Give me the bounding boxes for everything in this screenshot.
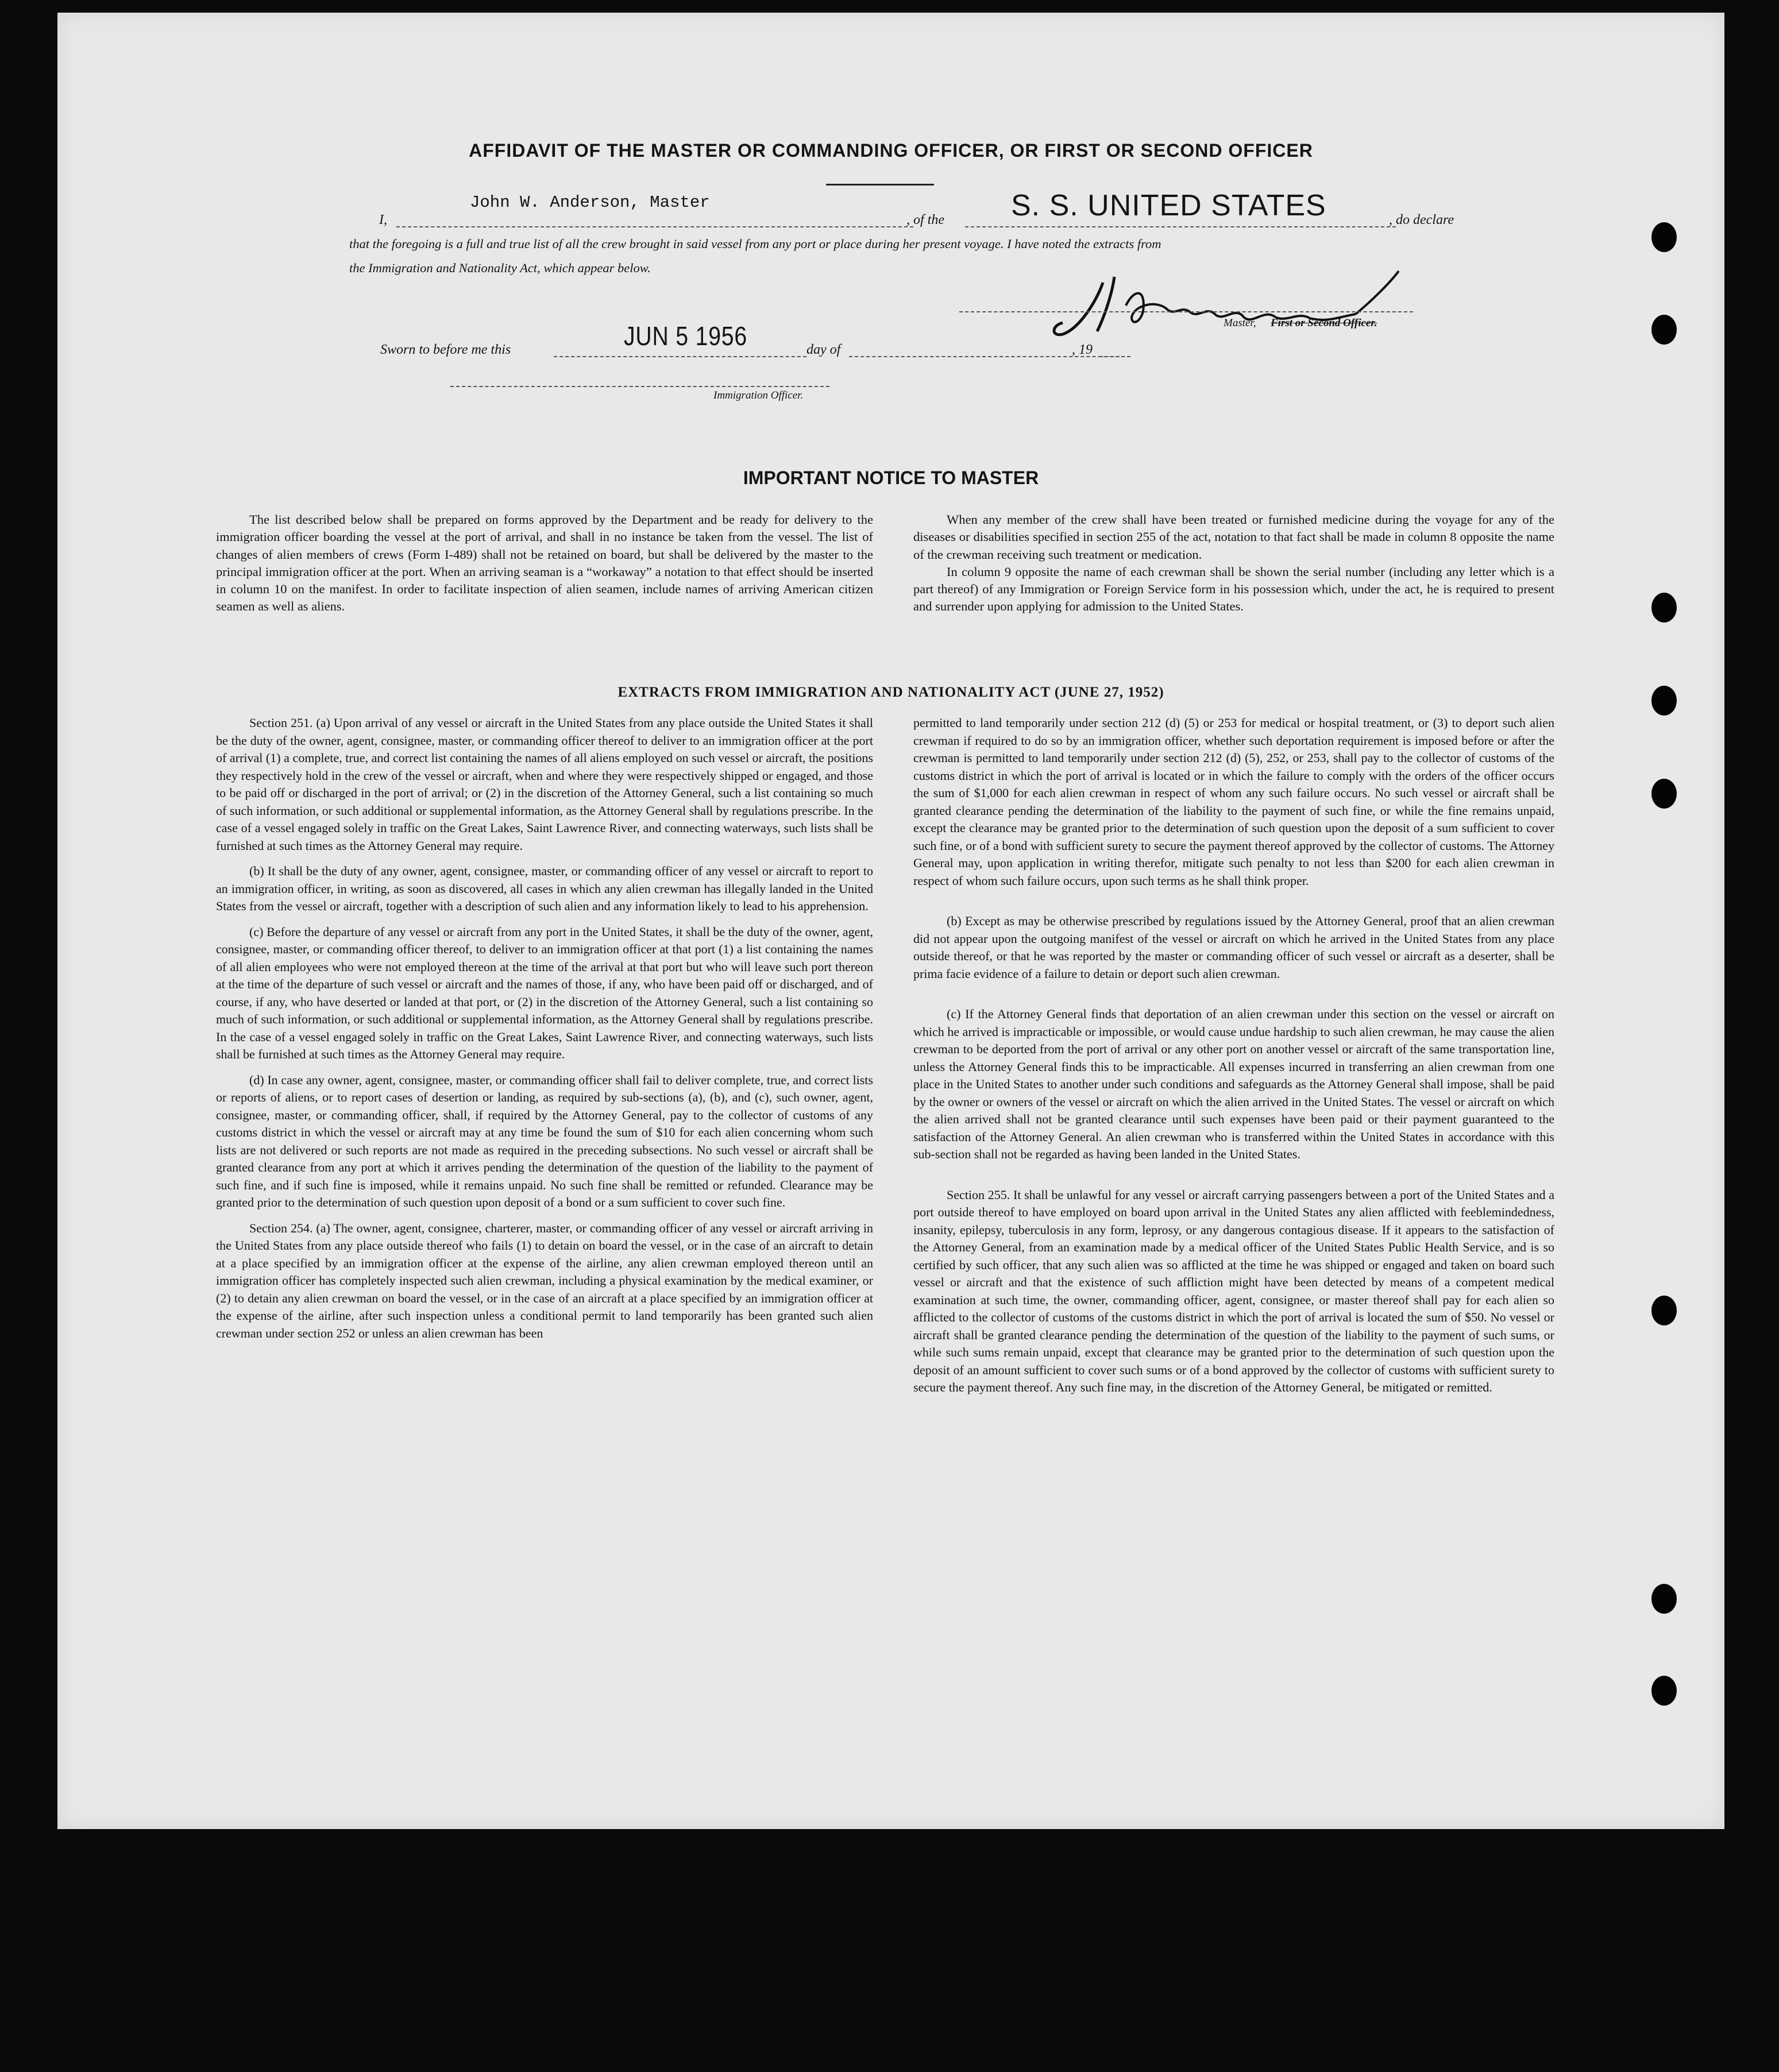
day-of-label: day of (806, 342, 841, 357)
vessel-name-line (965, 226, 1396, 227)
sworn-label: Sworn to before me this (380, 342, 511, 357)
section-251-b: (b) It shall be the duty of any owner, agent, consignee, master, or commanding officer of any vessel or aircraft to report to an immigration officer, in writing, as soon as discovered, all cases in which any alien crewman has illegally landed in the United States from the vessel or aircraft, together with a description of such alien and any information likely to lead to his apprehension. (216, 864, 873, 913)
do-declare-label: , do declare (1389, 212, 1454, 227)
year-label: , 19 (1072, 342, 1093, 357)
section-254-a-cont: permitted to land temporarily under section 212 (d) (5) or 253 for medical or hospital treatment, or (3) to deport such alien crewman if required to do so by an immigration officer, whether such deportation requirement is imposed before or after the crewman is permitted to land temporarily under section 212 (d) (5), 252, or 253, shall pay to the collector of customs of the customs district in which the port of arrival is located or in which the failure to comply with the orders of the officer occurs the sum of $1,000 for each alien crewman in respect of whom any such failure occurs. No such vessel or aircraft shall be granted clearance pending the determination of the liability to the payment of such fine, or while the fine remains unpaid, except the clearance may be granted prior to the determination of such question upon the deposit of a sum sufficient to cover such fine, or of a bond with sufficient surety to secure the payment thereof approved by the collector of customs. The Attorney General may, upon application in writing therefor, mitigate such penalty to not less than $200 for each alien crewman in respect of whom such failure occurs, upon such terms as he shall think proper. (913, 716, 1554, 888)
notice-title: IMPORTANT NOTICE TO MASTER (743, 467, 1039, 488)
i-label: I, (379, 212, 387, 227)
binder-hole-icon (1651, 779, 1677, 809)
extracts-right-column (913, 714, 1554, 1397)
section-254-c: (c) If the Attorney General finds that deportation of an alien crewman under this section on the vessel or aircraft on which he arrived is impracticable or impossible, or would cause undue hardship to such alien crewman, he may cause the alien crewman to be deported from the port of arrival or any other port on another vessel or aircraft of the same transportation line, unless the Attorney General finds this to be impracticable. All expenses incurred in transferring an alien crewman from one place in the United States to another under such conditions and safeguards as the Attorney General shall impose, shall be paid by the owner or owners of the vessel or aircraft on which the alien arrived in the United States. The vessel or aircraft on which the alien arrived shall not be granted clearance until such expenses have been paid or their payment guaranteed to the satisfaction of the Attorney General. An alien crewman who is transferred within the United States in accordance with this sub-section shall not be regarded as having been landed in the United States. (913, 1007, 1554, 1161)
notice-right-column (913, 511, 1554, 616)
notice-right-paragraph-1: When any member of the crew shall have been treated or furnished medicine during the voyage for any of the diseases or disabilities specified in section 255 of the act, notation to that fact shall be made in column 8 opposite the name of the crewman receiving such treatment or medication. (913, 512, 1554, 562)
binder-hole-icon (1651, 315, 1677, 345)
signature-line (959, 311, 1413, 312)
sworn-year-line (1099, 356, 1130, 357)
notice-left-column (216, 511, 873, 616)
declaration-line-2: the Immigration and Nationality Act, which appear below. (349, 261, 651, 275)
binder-hole-icon (1651, 593, 1677, 623)
section-251-c: (c) Before the departure of any vessel or aircraft from any port in the United States, it shall be the duty of the owner, agent, consignee, master, or commanding officer thereof, to deliver to an immigration officer at that port (1) a list containing the names of all alien employees who were not employed thereon at the time of the arrival at that port but who will leave such port thereon at the time of the departure of such vessel or aircraft and the names of those, if any, who have been paid off or discharged, and of course, if any, who have deserted or landed at that port, or (2) in the discretion of the Attorney General, such a list containing so much of such information, or such additional or supplemental information, as the Attorney General shall by regulations prescribe. In the case of a vessel engaged solely in traffic on the Great Lakes, Saint Lawrence River, and connecting waterways, such lists shall be furnished at such times as the Attorney General may require. (216, 924, 873, 1061)
sworn-day-line (554, 356, 806, 357)
vessel-name: S. S. UNITED STATES (1011, 189, 1326, 222)
binder-hole-icon (1651, 1584, 1677, 1614)
master-name: John W. Anderson, Master (470, 193, 710, 212)
section-251-a: Section 251. (a) Upon arrival of any vessel or aircraft in the United States from any place outside the United States it shall be the duty of the owner, agent, consignee, master, or commanding officer thereof to deliver to an immigration officer at the port of arrival (1) a complete, true, and correct list containing the names of all aliens employed on such vessel or aircraft, the positions they respectively hold in the crew of the vessel or aircraft, when and where they were respectively shipped or engaged, and those to be paid off or discharged in the port of arrival; or (2) in the discretion of the Attorney General, such a list containing so much of such information, or such additional or supplemental information, as the Attorney General shall by regulations prescribe. In the case of a vessel engaged solely in traffic on the Great Lakes, Saint Lawrence River, and connecting waterways, such lists shall be furnished at such times as the Attorney General may require. (216, 716, 873, 853)
sworn-date-stamp: JUN 5 1956 (624, 321, 747, 351)
title-underline (826, 184, 934, 185)
extracts-title: EXTRACTS FROM IMMIGRATION AND NATIONALITY ACT (JUNE 27, 1952) (618, 685, 1164, 700)
notice-left-paragraph: The list described below shall be prepared on forms approved by the Department and be ready for delivery to the immigration officer boarding the vessel at the port of arrival, and shall in no instance be taken from the vessel. The list of changes of alien members of crews (Form I-489) shall not be retained on board, but shall be delivered by the master to the principal immigration officer at the port. When an arriving seaman is a “workaway” a notation to that effect should be inserted in column 10 on the manifest. In order to facilitate inspection of alien seamen, include names of arriving American citizen seamen as well as aliens. (216, 512, 873, 614)
binder-hole-icon (1651, 222, 1677, 252)
notice-right-paragraph-2: In column 9 opposite the name of each crewman shall be shown the serial number (including any letter which is a part thereof) of any Immigration or Foreign Service form in his possession which, under the act, he is required to present and surrender upon applying for admission to the United States. (913, 564, 1554, 614)
master-caption: Master, (1224, 317, 1256, 329)
section-255: Section 255. It shall be unlawful for any vessel or aircraft carrying passengers between a port of the United States and a port outside thereof to have employed on board upon arrival in the United States any alien afflicted with feeblemindedness, insanity, epilepsy, tuberculosis in any form, leprosy, or any dangerous contagious disease. If it appears to the satisfaction of the Attorney General, from an examination made by a medical officer of the United States Public Health Service, and is so certified by such officer, that any such alien was so afflicted at the time he was shipped or engaged and taken on board such vessel or aircraft and that the existence of such affliction might have been detected by means of a competent medical examination at such time, the owner, commanding officer, agent, consignee, or master thereof shall pay for each alien so afflicted to the collector of customs of the customs district in which the port of arrival is located the sum of $50. No vessel or aircraft shall be granted clearance pending the determination of the question of the liability to the payment of such sums, or while such sums remain unpaid, except that clearance may be granted prior to the determination of such question upon the deposit of an amount sufficient to cover such sums or of a bond approved by the collector of customs with sufficient surety to secure the payment thereof. Any such fine may, in the discretion of the Attorney General, be mitigated or remitted. (913, 1187, 1554, 1394)
affidavit-title: AFFIDAVIT OF THE MASTER OR COMMANDING OFFICER, OR FIRST OR SECOND OFFICER (469, 140, 1313, 161)
section-254-b: (b) Except as may be otherwise prescribed by regulations issued by the Attorney General, proof that an alien crewman did not appear upon the outgoing manifest of the vessel or aircraft on which he arrived in the United States from any place outside thereof, or that he was reported by the master or commanding officer of such vessel or aircraft as a deserter, shall be prima facie evidence of a failure to detain or deport such alien crewman. (913, 914, 1554, 981)
section-251-d: (d) In case any owner, agent, consignee, master, or commanding officer shall fail to deliver complete, true, and correct lists or reports of aliens, or to report cases of desertion or landing, as required by sub-sections (a), (b), and (c), such owner, agent, consignee, master, or commanding officer, shall, if required by the Attorney General, pay to the collector of customs of any customs district in which the vessel or aircraft may at any time be found the sum of $10 for each alien concerning whom such lists are not delivered or such reports are not made as required in the preceding subsections. No such vessel or aircraft shall be granted clearance from any port at which it arrives pending the determination of the question of the liability to the payment of such fine, and if such fine is imposed, while it remains unpaid. No such fine shall be remitted or refunded. Clearance may be granted prior to the determination of such question upon deposit of a bond or a sum sufficient to cover such fine. (216, 1072, 873, 1209)
master-name-line (396, 226, 913, 227)
immigration-officer-line (450, 386, 829, 387)
master-signature-icon (1017, 265, 1419, 346)
immigration-officer-label: Immigration Officer. (713, 389, 804, 401)
extracts-left-column (216, 714, 873, 1342)
binder-hole-icon (1651, 1296, 1677, 1325)
section-254-a: Section 254. (a) The owner, agent, consignee, charterer, master, or commanding officer of any vessel or aircraft arriving in the United States from any place outside thereof who fails (1) to detain on board the vessel, or in the case of an aircraft to detain at a place specified by an immigration officer at the expense of the airline, any alien crewman employed thereon until an immigration officer has completely inspected such alien crewman, including a physical examination by the medical examiner, or (2) to detain any alien crewman on board the vessel, or in the case of an aircraft at a place specified by an immigration officer at the expense of the airline, after such inspection unless a conditional permit to land temporarily has been granted such alien crewman under section 252 or unless an alien crewman has been (216, 1220, 873, 1340)
binder-hole-icon (1651, 1676, 1677, 1706)
declaration-line-1: that the foregoing is a full and true list of all the crew brought in said vessel from any port or place during her present voyage. I have noted the extracts from (349, 237, 1161, 251)
of-the-label: , of the (906, 212, 944, 227)
officer-caption-struck: First or Second Officer. (1271, 317, 1377, 329)
document-page (57, 13, 1724, 1829)
